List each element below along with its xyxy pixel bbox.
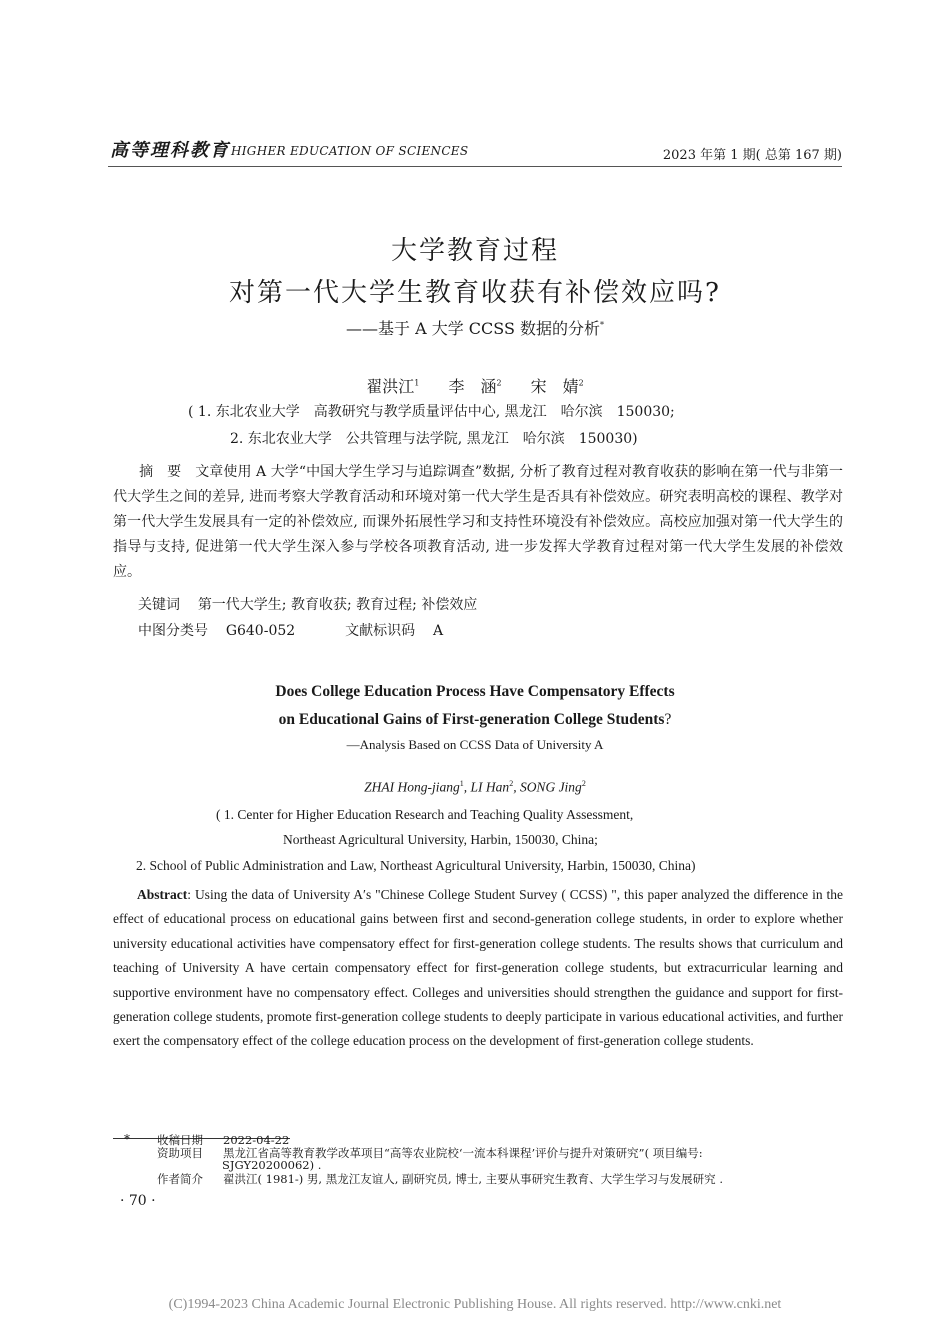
author-3 (531, 377, 584, 396)
en-subtitle: —Analysis Based on CCSS Data of University A (346, 737, 604, 752)
en-title-line-2 (0, 711, 950, 729)
keywords-text: 第一代大学生; 教育收获; 教育过程; 补偿效应 (197, 597, 478, 613)
footnote-fund-continued: SJGY20200062) . (222, 1158, 322, 1172)
en-title-line-2-text: on Educational Gains of First-generation College Students (278, 711, 665, 728)
en-affiliation-3: 2. School of Public Administration and Law, Northeast Agricultural University, Harbin, 150030, China) (136, 858, 696, 873)
author-2-name: 李 涵 (448, 377, 497, 396)
author-bio-label: 作者简介 (157, 1172, 203, 1186)
abstract-en-text: Using the data of University A′s "Chinese College Student Survey ( CCSS) ", this paper analyzed the difference in the effect of educational process on educational gains between first and second-generation college students, in order to explore whether university educational activities have compensatory effect for first-generation college students. The results shows that curriculum and teaching of University A have certain compensatory effect for first-generation college students, but extracurricular learning and supportive environment have no compensatory effect. Colleges and universities should strengthen the guidance and support for first-generation college students, promote first-generation college students to deeply participate in various educational activities, and further exert the compensatory effect of the college education process on the development of first-generation college students. (113, 887, 843, 1049)
en-author-3: SONG Jing (519, 779, 582, 795)
abstract-en-label: Abstract (137, 887, 188, 902)
authors-cn (0, 374, 950, 397)
en-affiliation-1: ( 1. Center for Higher Education Research and Teaching Quality Assessment, (216, 807, 634, 822)
en-title-line-1: Does College Education Process Have Compensatory Effects (275, 683, 675, 700)
en-author-2-aff: 2 (509, 779, 514, 788)
keywords-label: 关键词 (138, 597, 180, 613)
author-1-aff: 1 (414, 378, 420, 388)
footnote-star: * (124, 1132, 130, 1146)
abstract-cn-label: 摘要 (139, 464, 196, 480)
keywords (138, 594, 477, 614)
fund-label: 资助项目 (157, 1146, 203, 1160)
clc-value: G640-052 (225, 623, 296, 639)
clc-label: 中图分类号 (138, 623, 208, 639)
subtitle (0, 316, 950, 339)
classification (138, 620, 443, 640)
page-number: · 70 · (120, 1193, 156, 1209)
author-2 (448, 377, 501, 396)
en-author-1: ZHAI Hong-jiang (364, 779, 460, 795)
author-1-name: 翟洪江 (366, 377, 415, 396)
footnote-author (157, 1171, 723, 1187)
doc-code-label: 文献标识码 (345, 623, 416, 639)
received-date: 2022-04-22 (223, 1133, 290, 1147)
authors-en: ZHAI Hong-jiang$^1$, LI Han$^2$, SONG Jing$^2$ (364, 779, 586, 795)
copyright-notice: (C)1994-2023 China Academic Journal Electronic Publishing House. All rights reserved. http://www.cnki.net (168, 1297, 782, 1312)
title-footnote-marker: * (600, 320, 605, 330)
author-2-aff: 2 (496, 378, 502, 388)
journal-name-en: HIGHER EDUCATION OF SCIENCES (231, 144, 469, 158)
subtitle-text: ——基于 A 大学 CCSS 数据的分析 (345, 319, 601, 338)
en-title-question-mark: ? (664, 711, 672, 728)
affiliation-2: 2. 东北农业大学 公共管理与法学院, 黑龙江 哈尔滨 150030) (230, 431, 638, 447)
abstract-cn (113, 460, 843, 585)
title-line-1: 大学教育过程 (390, 236, 559, 266)
en-affiliation-2: Northeast Agricultural University, Harbin, 150030, China; (283, 832, 598, 847)
header-divider (108, 166, 842, 167)
abstract-en: Abstract: Using the data of University A′s "Chinese College Student Survey ( CCSS) ", this paper analyzed the difference in the effect of educational process on educational gains between first and second-generation college students, in order to explore whether university educational activities have compensatory effect for first-generation college students. The results shows that curriculum and teaching of University A have certain compensatory effect for first-generation college students, but extracurricular learning and supportive environment have no compensatory effect. Colleges and universities should strengthen the guidance and support for first-generation college students, promote first-generation college students to deeply participate in various educational activities, and further exert the compensatory effect of the college education process on the development of first-generation college students. (113, 887, 843, 1049)
fund-text: 黑龙江省高等教育教学改革项目“高等农业院校‘一流本科课程’评价与提升对策研究”( 项目编号: (223, 1146, 703, 1160)
en-author-2: LI Han (470, 779, 510, 795)
doc-code-value: A (432, 623, 444, 639)
received-label: 收稿日期 (157, 1133, 203, 1147)
affiliation-1: ( 1. 东北农业大学 高教研究与教学质量评估中心, 黑龙江 哈尔滨 150030; (188, 404, 675, 420)
author-bio-text: 翟洪江( 1981-) 男, 黑龙江友谊人, 副研究员, 博士, 主要从事研究生教育、大学生学习与发展研究 . (223, 1172, 723, 1186)
title-line-2: 对第一代大学生教育收获有补偿效应吗? (229, 278, 721, 308)
author-3-name: 宋 婧 (530, 377, 579, 396)
abstract-cn-text: 文章使用 A 大学“中国大学生学习与追踪调查”数据, 分析了教育过程对教育收获的影响在第一代与非第一代大学生之间的差异, 进而考察大学教育活动和环境对第一代大学生是否具有补偿效应。研究表明高校的课程、教学对第一代大学生发展具有一定的补偿效应, 而课外拓展性学习和支持性环境没有补偿效应。高校应加强对第一代大学生的指导与支持, 促进第一代大学生深入参与学校各项教育活动, 进一步发挥大学教育过程对第一代大学生发展的补偿效应。 (113, 464, 843, 580)
author-1 (366, 377, 419, 396)
en-author-1-aff: 1 (459, 779, 464, 788)
issue-info: 2023 年第 1 期( 总第 167 期) (662, 148, 842, 163)
en-author-3-aff: 2 (581, 779, 586, 788)
author-3-aff: 2 (578, 378, 584, 388)
journal-name-cn: 高等理科教育 (110, 140, 230, 161)
